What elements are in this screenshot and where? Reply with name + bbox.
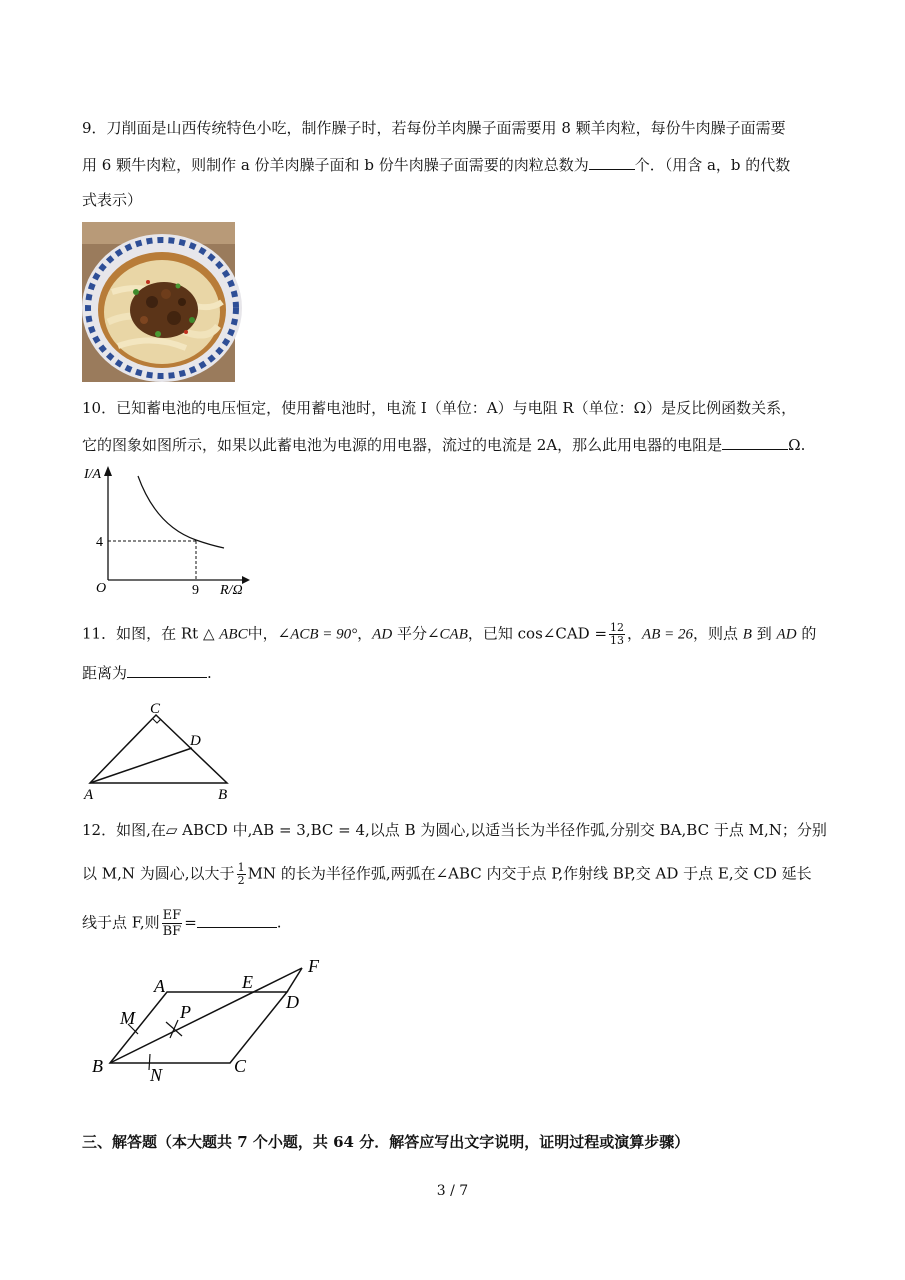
q11-text-a: 11．如图，在 Rt bbox=[82, 624, 199, 643]
q11-text-l: ，则点 bbox=[692, 624, 738, 643]
label-f: F bbox=[308, 956, 319, 976]
label-p: P bbox=[180, 1002, 191, 1022]
ray-bp bbox=[110, 968, 302, 1063]
q9-text-b: 个．（用含 a，b 的代数 bbox=[634, 156, 791, 174]
frac-numerator: 12 bbox=[610, 621, 625, 634]
q11-line-1 bbox=[82, 622, 816, 647]
y-tick-label: 4 bbox=[96, 535, 103, 550]
frac-denominator: 13 bbox=[610, 634, 625, 647]
x-axis-arrow bbox=[242, 576, 250, 584]
label-m: M bbox=[120, 1008, 135, 1028]
y-axis-label: I/A bbox=[84, 467, 102, 482]
q12-text-2b: MN 的长为半径作弧,两弧在∠ABC 内交于点 P,作射线 BP,交 AD 于点 E,交 CD 延长 bbox=[247, 864, 812, 883]
q11-text-2a: 距离为 bbox=[82, 664, 128, 682]
q11-text-c: 中， bbox=[247, 624, 278, 643]
q11-angle-acb: ∠ACB = 90° bbox=[277, 626, 358, 643]
q12-half-fraction bbox=[237, 862, 246, 887]
q11-abc: ABC bbox=[219, 626, 248, 643]
q10-answer-blank[interactable] bbox=[722, 434, 788, 450]
label-n: N bbox=[150, 1065, 163, 1085]
q9-line-2 bbox=[82, 154, 790, 175]
noodle-photo bbox=[82, 222, 235, 382]
triangle-abc bbox=[90, 715, 227, 783]
q10-line-2 bbox=[82, 434, 805, 455]
q11-b: B bbox=[742, 626, 752, 643]
q9-line-1: 9．刀削面是山西传统特色小吃，制作臊子时，若每份羊肉臊子面需要用 8 颗羊肉粒，每份牛肉臊子面需要 bbox=[82, 119, 786, 137]
label-d: D bbox=[286, 992, 299, 1012]
q11-ad: AD bbox=[372, 626, 393, 643]
q12-text-3c: . bbox=[276, 913, 282, 932]
half-numerator: 1 bbox=[237, 861, 245, 874]
q11-text-g: 平分 bbox=[396, 624, 427, 643]
q11-ab: AB = 26 bbox=[642, 626, 693, 643]
q11-text-2b: . bbox=[207, 664, 212, 682]
q12-equals: = bbox=[184, 913, 197, 932]
q11-ad2: AD bbox=[776, 626, 797, 643]
q10-line-1: 10．已知蓄电池的电压恒定，使用蓄电池时，电流 I（单位：A）与电阻 R（单位：Ω）是反比例函数关系， bbox=[82, 399, 797, 417]
q11-angle-cab: ∠CAB bbox=[426, 626, 468, 643]
half-denominator: 2 bbox=[237, 874, 245, 887]
q11-triangle-figure bbox=[82, 697, 242, 807]
q11-text-p: 的 bbox=[801, 624, 817, 643]
q11-line-2 bbox=[82, 662, 212, 683]
label-c: C bbox=[150, 701, 161, 717]
q11-text-i: ，已知 cos∠CAD = bbox=[467, 624, 608, 643]
q12-text-3a: 线于点 F,则 bbox=[82, 913, 160, 932]
arc-cross-2 bbox=[170, 1020, 178, 1038]
label-e: E bbox=[242, 972, 253, 992]
q12-line-2 bbox=[82, 862, 812, 887]
page-number: 3 / 7 bbox=[436, 1183, 469, 1199]
label-c: C bbox=[234, 1056, 247, 1076]
q12-answer-blank[interactable] bbox=[197, 912, 277, 928]
q10-graph bbox=[82, 462, 262, 602]
q11-fraction bbox=[609, 622, 625, 647]
label-b: B bbox=[92, 1056, 103, 1076]
x-tick-label: 9 bbox=[192, 583, 199, 598]
q12-ratio-fraction bbox=[162, 908, 183, 939]
segment-ad bbox=[90, 748, 192, 783]
hyperbola-curve bbox=[138, 476, 224, 548]
x-axis-label: R/Ω bbox=[220, 583, 243, 598]
ratio-numerator: EF bbox=[162, 908, 182, 923]
q12-parallelogram-figure bbox=[82, 952, 342, 1092]
y-axis-arrow bbox=[104, 466, 112, 476]
q11-answer-blank[interactable] bbox=[127, 662, 207, 678]
label-b: B bbox=[218, 787, 228, 803]
q12-line-3 bbox=[82, 908, 282, 939]
label-d: D bbox=[190, 733, 201, 749]
label-a: A bbox=[154, 976, 165, 996]
ratio-denominator: BF bbox=[162, 924, 182, 939]
right-angle-mark bbox=[153, 719, 161, 723]
q11-text-n: 到 bbox=[756, 624, 772, 643]
q11-text-e: ， bbox=[357, 624, 373, 643]
section-3-heading: 三、解答题（本大题共 7 个小题，共 64 分．解答应写出文字说明，证明过程或演算步骤） bbox=[82, 1133, 690, 1151]
q11-text-j: ， bbox=[627, 624, 643, 643]
parallelogram-abcd bbox=[110, 992, 287, 1063]
q12-line-1: 12．如图,在▱ ABCD 中,AB = 3,BC = 4,以点 B 为圆心,以适当长为半径作弧,分别交 BA,BC 于点 M,N；分别 bbox=[82, 821, 827, 839]
origin-label: O bbox=[96, 581, 107, 596]
triangle-symbol: △ bbox=[198, 624, 220, 643]
q10-text-a: 它的图象如图所示，如果以此蓄电池为电源的用电器，流过的电流是 2A，那么此用电器的电阻是 bbox=[82, 436, 723, 454]
q9-text-a: 用 6 颗牛肉粒，则制作 a 份羊肉臊子面和 b 份牛肉臊子面需要的肉粒总数为 bbox=[82, 156, 589, 174]
q10-text-b: Ω. bbox=[788, 436, 806, 454]
q9-line-3: 式表示） bbox=[82, 191, 143, 209]
label-a: A bbox=[84, 787, 94, 803]
q12-text-2a: 以 M,N 为圆心,以大于 bbox=[82, 864, 235, 883]
q9-answer-blank[interactable] bbox=[589, 154, 635, 170]
